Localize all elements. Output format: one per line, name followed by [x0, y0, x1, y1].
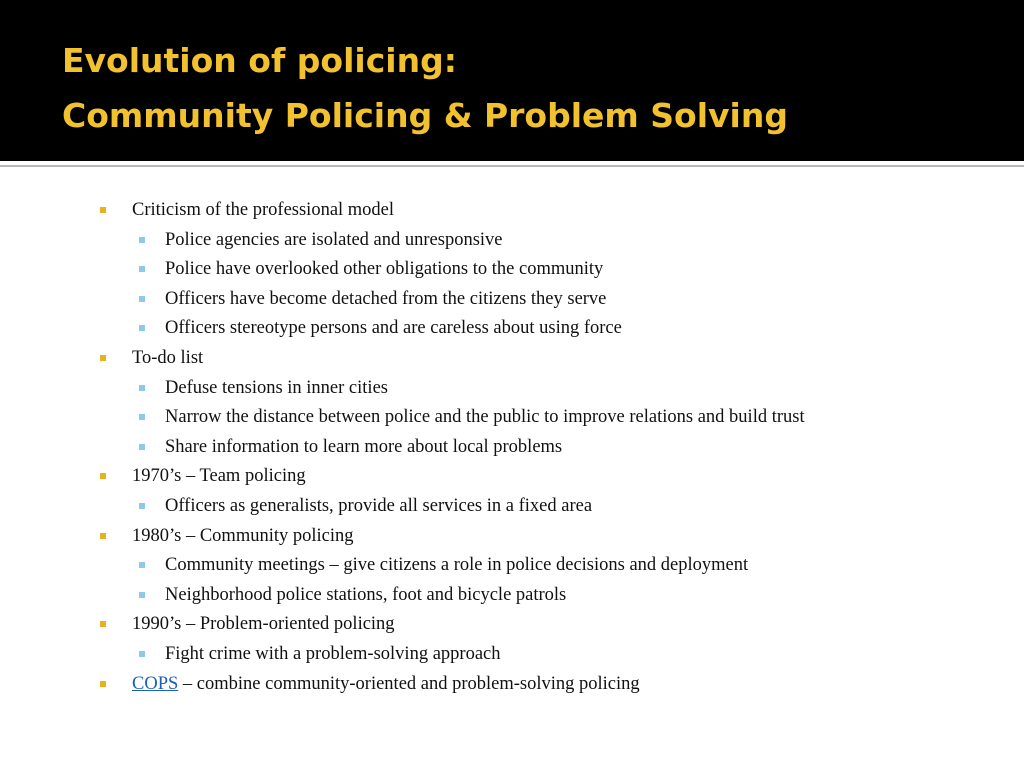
- square-bullet-icon: [100, 681, 106, 687]
- bullet-item-level-1: [132, 521, 354, 551]
- bullet-text-content: Officers as generalists, provide all services in a fixed area: [165, 496, 593, 516]
- square-bullet-icon: [139, 325, 145, 331]
- bullet-item-level-2: [165, 373, 388, 403]
- square-bullet-icon: [139, 296, 145, 302]
- bullet-text: [165, 378, 388, 398]
- bullet-text: [165, 644, 501, 664]
- cops-link[interactable]: COPS: [132, 673, 179, 694]
- square-bullet-icon: [139, 237, 145, 243]
- bullet-item-level-2: [165, 254, 603, 284]
- bullet-text-content: 1970’s – Team policing: [132, 466, 306, 487]
- bullet-item-level-1: [132, 343, 203, 373]
- bullet-text: [165, 437, 562, 457]
- bullet-text-content: Neighborhood police stations, foot and bicycle patrols: [165, 584, 567, 605]
- square-bullet-icon: [100, 207, 106, 213]
- bullet-item-level-1: [132, 609, 395, 639]
- bullet-item-level-2: [165, 284, 606, 314]
- square-bullet-icon: [100, 621, 106, 627]
- square-bullet-icon: [139, 503, 145, 509]
- bullet-text-content: To-do list: [132, 348, 204, 368]
- bullet-text-content: Officers have become detached from the citizens they serve: [165, 288, 607, 309]
- title-bar: [0, 0, 1024, 161]
- bullet-text-content: Fight crime with a problem-solving approach: [165, 644, 501, 664]
- bullet-text-content: Narrow the distance between police and the public to improve relations and build trust: [165, 407, 805, 428]
- square-bullet-icon: [139, 562, 145, 568]
- bullet-text: [132, 348, 203, 368]
- slide-title-line-1: Evolution of policing:: [62, 41, 457, 80]
- square-bullet-icon: [100, 533, 106, 539]
- square-bullet-icon: [139, 266, 145, 272]
- bullet-item-level-2: [165, 580, 566, 610]
- bullet-item-level-2: [165, 402, 805, 432]
- bullet-text: [165, 496, 592, 516]
- bullet-text: [132, 466, 306, 486]
- divider-line: [0, 165, 1024, 167]
- bullet-text: [132, 200, 394, 220]
- square-bullet-icon: [139, 651, 145, 657]
- bullet-text: [165, 318, 622, 338]
- square-bullet-icon: [139, 444, 145, 450]
- bullet-text-content: Police agencies are isolated and unresponsive: [165, 229, 503, 250]
- bullet-item-level-2: [165, 225, 503, 255]
- bullet-text: [165, 555, 748, 575]
- bullet-item-level-2: [165, 550, 748, 580]
- bullet-text: [132, 674, 640, 694]
- bullet-text: [165, 585, 566, 605]
- bullet-text-content: 1990’s – Problem-oriented policing: [132, 614, 395, 635]
- bullet-text-content: Criticism of the professional model: [132, 200, 395, 220]
- bullet-text-content: Community meetings – give citizens a role in police decisions and deployment: [165, 555, 749, 576]
- bullet-item-level-1: [132, 195, 394, 225]
- square-bullet-icon: [139, 385, 145, 391]
- square-bullet-icon: [139, 414, 145, 420]
- bullet-text: [132, 614, 395, 634]
- bullet-item-level-2: [165, 313, 622, 343]
- bullet-item-level-1: [132, 461, 306, 491]
- bullet-item-level-2: [165, 491, 592, 521]
- bullet-item-level-1: [132, 669, 640, 699]
- bullet-text-content: Police have overlooked other obligations to the community: [165, 259, 604, 280]
- bullet-text: [165, 407, 805, 427]
- bullet-text: [165, 259, 603, 279]
- bullet-text-content: Defuse tensions in inner cities: [165, 377, 388, 398]
- square-bullet-icon: [100, 355, 106, 361]
- square-bullet-icon: [100, 473, 106, 479]
- bullet-text-content: 1980’s – Community policing: [132, 525, 354, 546]
- bullet-text-content: Officers stereotype persons and are careless about using force: [165, 318, 622, 339]
- slide-title-line-2: Community Policing & Problem Solving: [62, 96, 788, 135]
- bullet-text-content: – combine community-oriented and problem-solving policing: [178, 673, 640, 694]
- bullet-text: [165, 230, 503, 250]
- bullet-text: [165, 289, 606, 309]
- bullet-text: [132, 526, 354, 546]
- bullet-text-content: Share information to learn more about local problems: [165, 436, 563, 457]
- bullet-item-level-2: [165, 639, 501, 669]
- square-bullet-icon: [139, 592, 145, 598]
- bullet-item-level-2: [165, 432, 562, 462]
